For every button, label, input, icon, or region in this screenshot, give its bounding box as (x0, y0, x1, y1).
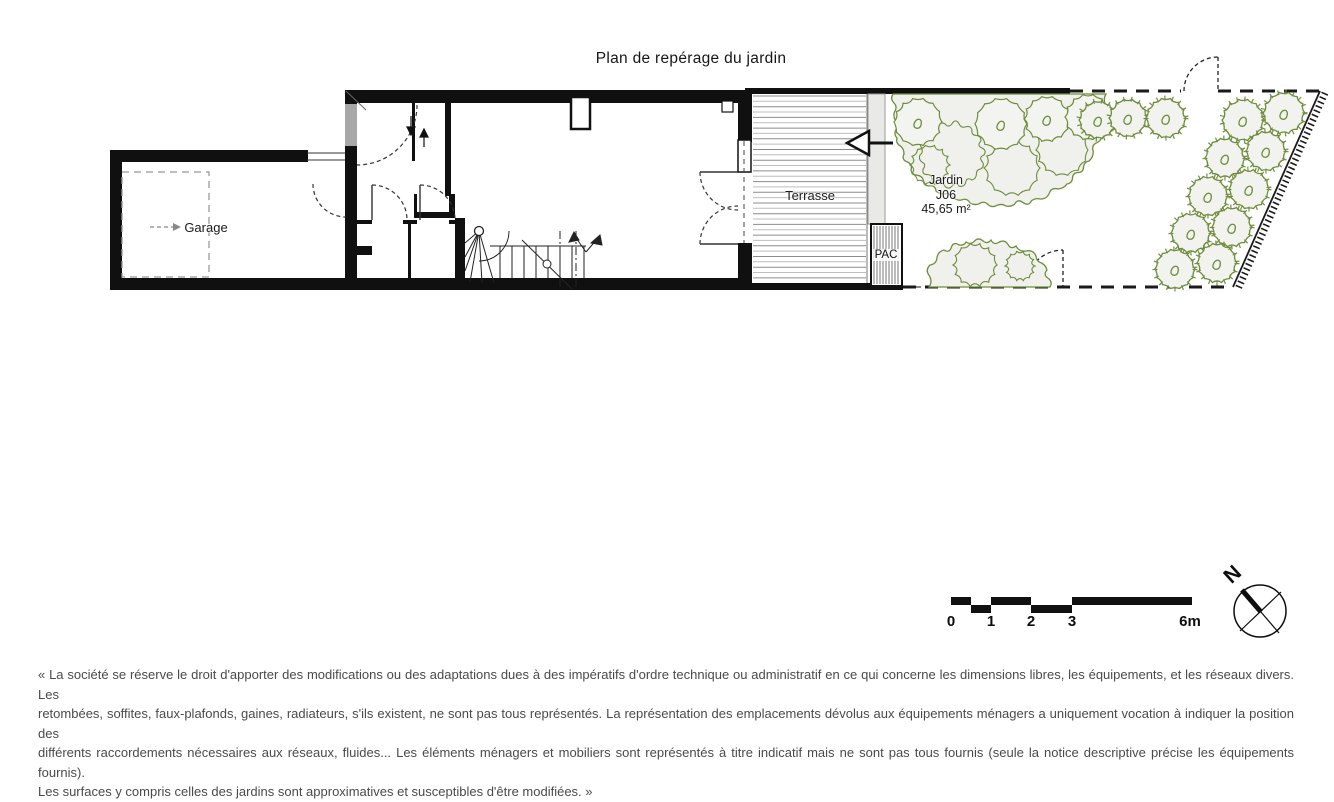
scale-tick-2: 2 (1026, 613, 1036, 630)
scale-tick-3: 3 (1067, 613, 1077, 630)
pac-label: PAC (874, 249, 898, 261)
entrance-arrow (847, 131, 893, 155)
scale-tick-0: 0 (946, 613, 956, 630)
terrasse-label: Terrasse (785, 188, 835, 203)
jardin-label-block (921, 173, 970, 217)
garage-label: Garage (184, 220, 228, 235)
disclaimer-line: différents raccordements nécessaires aux réseaux, fluides... Les éléments ménagers et mobiliers sont représentés à titre indicatif mais ne sont pas tous fournis (seule la notice descriptive précise les équipements fournis). (38, 745, 1294, 780)
entry-arrows (407, 116, 428, 147)
page-title: Plan de repérage du jardin (595, 50, 787, 67)
openings (307, 97, 751, 243)
disclaimer-line: « La société se réserve le droit d'apporter des modifications ou des adaptations dues à des impératifs d'ordre technique ou administratif en ce qui concerne les dimensions libres, les équipements, et les réseaux divers. Les (38, 667, 1294, 702)
jardin-area: 45,65 m² (921, 202, 971, 217)
legal-disclaimer (38, 665, 1294, 802)
disclaimer-line: retombées, soffites, faux-plafonds, gaines, radiateurs, s'ils existent, ne sont pas tous représentés. La représentation des emplacements dévolus aux équipements ménagers a uniquement vocation à indiquer la position des (38, 706, 1294, 741)
door-swing-arcs (313, 105, 738, 244)
scale-tick-1: 1 (986, 613, 996, 630)
scale-bar (951, 597, 1192, 613)
jardin-name: Jardin (928, 173, 964, 187)
disclaimer-line: Les surfaces y compris celles des jardins sont approximatives et susceptibles d'être modifiées. » (38, 784, 593, 799)
side-path-strip (868, 94, 885, 224)
north-label: N (1219, 561, 1246, 589)
door-leaves (372, 172, 738, 244)
jardin-lot-number: J06 (935, 187, 957, 202)
terrace-decking (753, 96, 866, 278)
scale-tick-6m: 6m (1179, 613, 1201, 630)
north-compass (1234, 585, 1286, 637)
front-door-leaf (345, 104, 357, 146)
